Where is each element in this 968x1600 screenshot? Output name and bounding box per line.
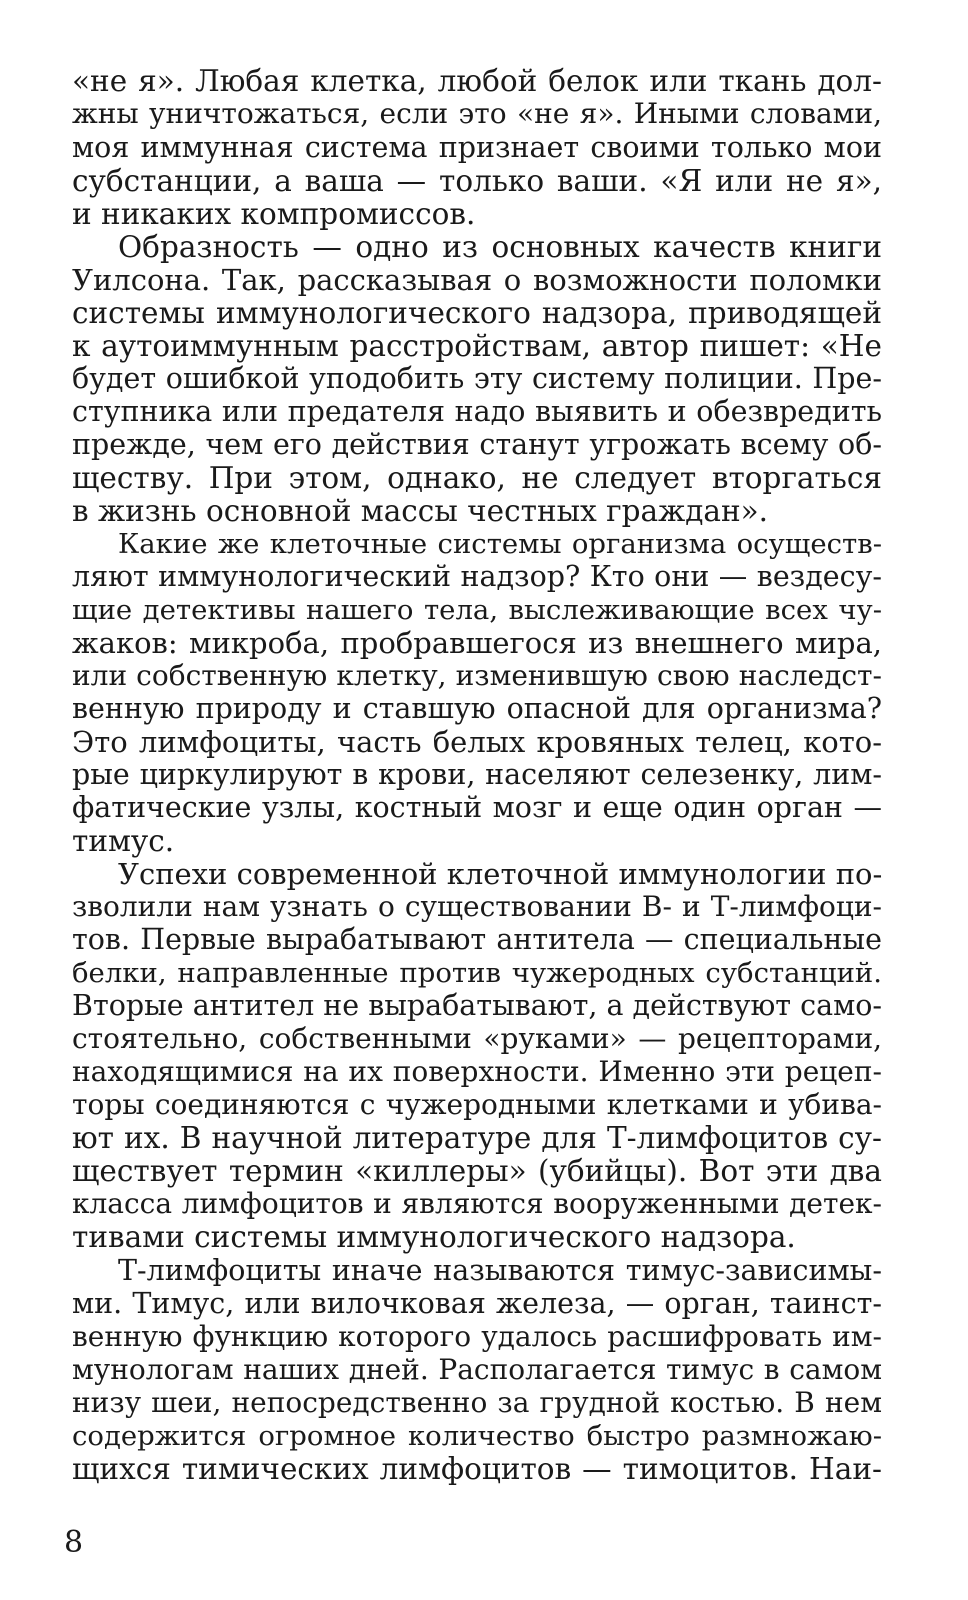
text-line: стоятельно, собственными «руками» — рецепторами, [72,1022,882,1055]
text-line: Вторые антител не вырабатывают, а действуют само- [72,989,883,1022]
text-line: тов. Первые вырабатывают антитела — специальные [72,923,882,956]
text-line: моя иммунная система признает своими только мои [72,131,882,164]
text-line: рые циркулируют в крови, населяют селезенку, лим- [72,758,882,791]
text-line: находящимися на их поверхности. Именно эти рецеп- [72,1055,882,1088]
text-line: ют их. В научной литературе для Т-лимфоцитов су- [72,1121,882,1155]
page-number: 8 [64,1525,84,1560]
text-line: щихся тимических лимфоцитов — тимоцитов. Наи- [72,1452,882,1486]
text-line: Это лимфоциты, часть белых кровяных телец, кото- [72,725,882,759]
text-line: тивами системы иммунологического надзора. [72,1220,796,1254]
text-line: Уилсона. Так, рассказывая о возможности поломки [72,263,882,297]
text-line: к аутоиммунным расстройствам, автор пишет: «Не [72,329,882,363]
text-line: фатические узлы, костный мозг и еще один орган — [72,791,882,824]
text-line: «не я». Любая клетка, любой белок или ткань дол- [72,64,882,98]
text-line: зволили нам узнать о существовании В- и Т-лимфоци- [72,890,882,923]
text-line: субстанции, а ваша — только ваши. «Я или не я», [72,164,882,198]
text-line: будет ошибкой уподобить эту систему полиции. Пре- [72,362,882,395]
text-line: ми. Тимус, или вилочковая железа, — орган, таинст- [72,1287,882,1320]
text-line: ступника или предателя надо выявить и обезвредить [72,395,882,428]
text-line: и никаких компромиссов. [72,197,476,231]
text-line: прежде, чем его действия станут угрожать всему об- [72,428,882,461]
text-line: ляют иммунологический надзор? Кто они — вездесу- [72,560,882,593]
text-line: мунологам наших дней. Располагается тимус в самом [72,1353,882,1386]
text-line: жны уничтожаться, если это «не я». Иными словами, [72,97,882,130]
text-line: венную функцию которого удалось расшифровать им- [72,1320,882,1353]
text-line: низу шеи, непосредственно за грудной костью. В нем [72,1386,882,1419]
paragraph-first-line: Образность — одно из основных качеств книги [118,230,882,264]
text-line: класса лимфоцитов и являются вооруженными детек- [72,1187,882,1220]
text-line: венную природу и ставшую опасной для организма? [72,692,882,725]
text-line: ществует термин «киллеры» (убийцы). Вот эти два [72,1154,882,1188]
text-line: содержится огромное количество быстро размножаю- [72,1420,882,1452]
paragraph-first-line: Какие же клеточные системы организма осуществ- [118,528,882,560]
text-line: в жизнь основной массы честных граждан». [72,494,769,528]
text-line: щие детективы нашего тела, выслеживающие всех чу- [72,594,882,626]
text-line: тимус. [72,824,175,858]
text-line: ществу. При этом, однако, не следует вторгаться [72,461,882,495]
text-line: торы соединяются с чужеродными клетками и убива- [72,1088,882,1121]
paragraph-first-line: Успехи современной клеточной иммунологии по- [118,857,883,891]
text-line: или собственную клетку, изменившую свою наследст- [72,659,882,692]
text-line: системы иммунологического надзора, приводящей [72,296,882,330]
text-line: белки, направленные против чужеродных субстанций. [72,957,882,989]
paragraph-first-line: Т-лимфоциты иначе называются тимус-зависимы- [118,1254,882,1287]
text-line: жаков: микроба, пробравшегося из внешнего мира, [72,626,882,660]
